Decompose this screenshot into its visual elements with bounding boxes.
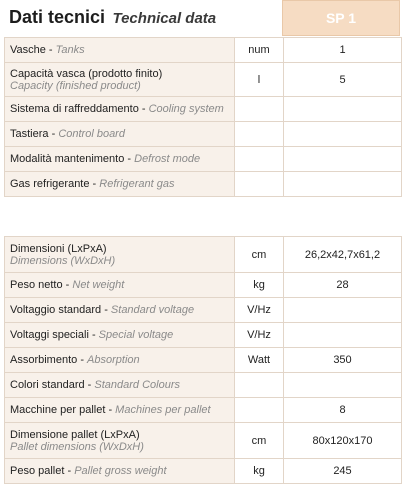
row-label: Gas refrigerante - Refrigerant gas (5, 172, 235, 197)
label-english: Pallet dimensions (WxDxH) (10, 440, 144, 453)
row-value: 350 (284, 348, 402, 373)
label-english: Cooling system (148, 103, 224, 115)
table-row (5, 423, 402, 459)
row-label: Peso pallet - Pallet gross weight (5, 459, 235, 484)
label-english: Net weight (72, 279, 125, 291)
row-label (5, 237, 235, 273)
label-italian: Macchine per pallet (10, 404, 106, 416)
row-label (5, 423, 235, 459)
technical-table-dimensions (4, 236, 402, 484)
row-value: 5 (284, 63, 402, 97)
row-value (284, 373, 402, 398)
label-english: Standard voltage (110, 304, 195, 316)
row-label: Macchine per pallet - Machines per pallet (5, 398, 235, 423)
row-unit: Watt (235, 348, 284, 373)
table-row (5, 323, 402, 348)
row-label: Peso netto - Net weight (5, 273, 235, 298)
title-italian: Dati tecnici (9, 7, 106, 27)
row-unit: kg (235, 273, 284, 298)
label-english: Capacity (finished product) (10, 79, 141, 92)
row-value (284, 323, 402, 348)
table-row (5, 348, 402, 373)
label-italian: Sistema di raffreddamento (10, 103, 139, 115)
row-value (284, 122, 402, 147)
table-row (5, 38, 402, 63)
page-header (0, 0, 404, 38)
row-value: 8 (284, 398, 402, 423)
row-label: Voltaggio standard - Standard voltage (5, 298, 235, 323)
label-italian: Gas refrigerante (10, 178, 90, 190)
label-english: Absorption (87, 354, 140, 366)
label-english: Control board (58, 128, 125, 140)
row-unit: cm (235, 423, 284, 459)
table-row (5, 459, 402, 484)
label-english: Standard Colours (94, 379, 180, 391)
row-unit (235, 147, 284, 172)
table-row (5, 63, 402, 97)
row-unit: num (235, 38, 284, 63)
table-row (5, 398, 402, 423)
table-row (5, 147, 402, 172)
row-label: Tastiera - Control board (5, 122, 235, 147)
label-english: Machines per pallet (115, 404, 211, 416)
label-italian: Modalità mantenimento (10, 153, 125, 165)
row-value (284, 172, 402, 197)
label-italian: Peso pallet (10, 465, 65, 477)
row-unit (235, 172, 284, 197)
row-label: Vasche - Tanks (5, 38, 235, 63)
row-unit (235, 373, 284, 398)
label-italian: Vasche (10, 44, 46, 56)
row-unit: V/Hz (235, 298, 284, 323)
table-row (5, 237, 402, 273)
label-italian: Assorbimento (10, 354, 78, 366)
label-italian: Dimensioni (LxPxA) (10, 242, 107, 255)
label-italian: Peso netto (10, 279, 63, 291)
label-english: Tanks (55, 44, 85, 56)
label-italian: Capacità vasca (prodotto finito) (10, 67, 163, 80)
label-english: Defrost mode (134, 153, 201, 165)
row-value: 80x120x170 (284, 423, 402, 459)
label-italian: Tastiera (10, 128, 49, 140)
row-unit (235, 97, 284, 122)
table-row (5, 172, 402, 197)
row-value (284, 298, 402, 323)
row-unit: cm (235, 237, 284, 273)
row-unit: l (235, 63, 284, 97)
label-italian: Voltaggi speciali (10, 329, 89, 341)
row-unit: kg (235, 459, 284, 484)
row-label: Sistema di raffreddamento - Cooling system (5, 97, 235, 122)
label-english: Pallet gross weight (74, 465, 167, 477)
row-value (284, 147, 402, 172)
table-row (5, 298, 402, 323)
row-value (284, 97, 402, 122)
row-label: Assorbimento - Absorption (5, 348, 235, 373)
label-italian: Voltaggio standard (10, 304, 102, 316)
page-title (9, 7, 216, 28)
row-label: Modalità mantenimento - Defrost mode (5, 147, 235, 172)
row-unit: V/Hz (235, 323, 284, 348)
table-row (5, 273, 402, 298)
label-english: Special voltage (98, 329, 174, 341)
label-italian: Colori standard (10, 379, 85, 391)
row-label: Voltaggi speciali - Special voltage (5, 323, 235, 348)
label-english: Refrigerant gas (99, 178, 175, 190)
label-italian: Dimensione pallet (LxPxA) (10, 428, 140, 441)
table-row (5, 122, 402, 147)
row-unit (235, 398, 284, 423)
row-unit (235, 122, 284, 147)
table-row (5, 373, 402, 398)
technical-table-general (4, 37, 402, 197)
row-value: 26,2x42,7x61,2 (284, 237, 402, 273)
row-label: Colori standard - Standard Colours (5, 373, 235, 398)
row-value: 1 (284, 38, 402, 63)
table-row (5, 97, 402, 122)
row-value: 28 (284, 273, 402, 298)
row-label (5, 63, 235, 97)
title-english: Technical data (112, 10, 217, 27)
label-english: Dimensions (WxDxH) (10, 254, 116, 267)
model-column-header: SP 1 (282, 0, 400, 36)
row-value: 245 (284, 459, 402, 484)
